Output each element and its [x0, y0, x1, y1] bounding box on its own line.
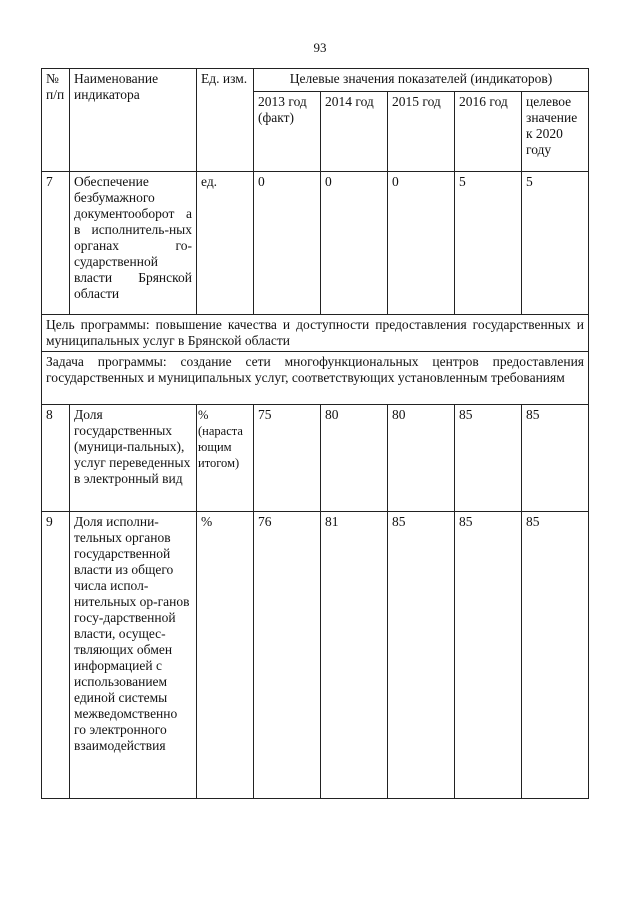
header-num: № п/п — [42, 69, 70, 172]
row-num: 9 — [42, 512, 70, 799]
header-targets: Целевые значения показателей (индикаторов) — [254, 69, 589, 92]
row-value-2014: 80 — [321, 405, 388, 512]
row-name: Доля исполни-тельных органов государственной власти из общего числа испол-нительных ор-ганов госу-дарственной власти, осущес-твляющих обмен информацией с использованием единой системы межведомственно го электронного взаимодействия — [70, 512, 197, 799]
row-value-2015: 85 — [388, 512, 455, 799]
header-year-2014: 2014 год — [321, 92, 388, 172]
row-num: 8 — [42, 405, 70, 512]
row-value-target: 85 — [522, 512, 589, 799]
program-goal: Цель программы: повышение качества и доступности предоставления государственных и муниципальных услуг в Брянской области — [42, 315, 589, 352]
header-name: Наименование индикатора — [70, 69, 197, 172]
page-number: 93 — [313, 40, 327, 55]
row-name: Доля государственных (муници-пальных), услуг переведенных в электронный вид — [70, 405, 197, 512]
header-year-2015: 2015 год — [388, 92, 455, 172]
row-unit: % — [197, 512, 254, 799]
row-unit: % (нараста ющим итогом) — [197, 405, 254, 512]
row-value-target: 85 — [522, 405, 589, 512]
program-task: Задача программы: создание сети многофункциональных центров предоставления государственных и муниципальных услуг, соответствующих установленным требованиям — [42, 352, 589, 405]
row-value-2016: 85 — [455, 405, 522, 512]
row-value-target: 5 — [522, 172, 589, 315]
header-year-2016: 2016 год — [455, 92, 522, 172]
row-value-2016: 85 — [455, 512, 522, 799]
row-unit: ед. — [197, 172, 254, 315]
row-value-2015: 0 — [388, 172, 455, 315]
table-row — [42, 172, 589, 315]
row-value-2014: 81 — [321, 512, 388, 799]
row-value-2015: 80 — [388, 405, 455, 512]
row-value-2013: 75 — [254, 405, 321, 512]
task-row — [42, 352, 589, 405]
header-row — [42, 69, 589, 92]
table-row — [42, 512, 589, 799]
indicators-table — [41, 68, 589, 799]
row-name: Обеспечение безбумажного документооборот а в исполнитель-ных органах го-сударственной власти Брянской области — [70, 172, 197, 315]
row-num: 7 — [42, 172, 70, 315]
row-value-2013: 76 — [254, 512, 321, 799]
table-row — [42, 405, 589, 512]
goal-row — [42, 315, 589, 352]
header-year-target: целевое значение к 2020 году — [522, 92, 589, 172]
header-unit: Ед. изм. — [197, 69, 254, 172]
row-value-2013: 0 — [254, 172, 321, 315]
header-year-2013: 2013 год (факт) — [254, 92, 321, 172]
row-value-2016: 5 — [455, 172, 522, 315]
row-value-2014: 0 — [321, 172, 388, 315]
